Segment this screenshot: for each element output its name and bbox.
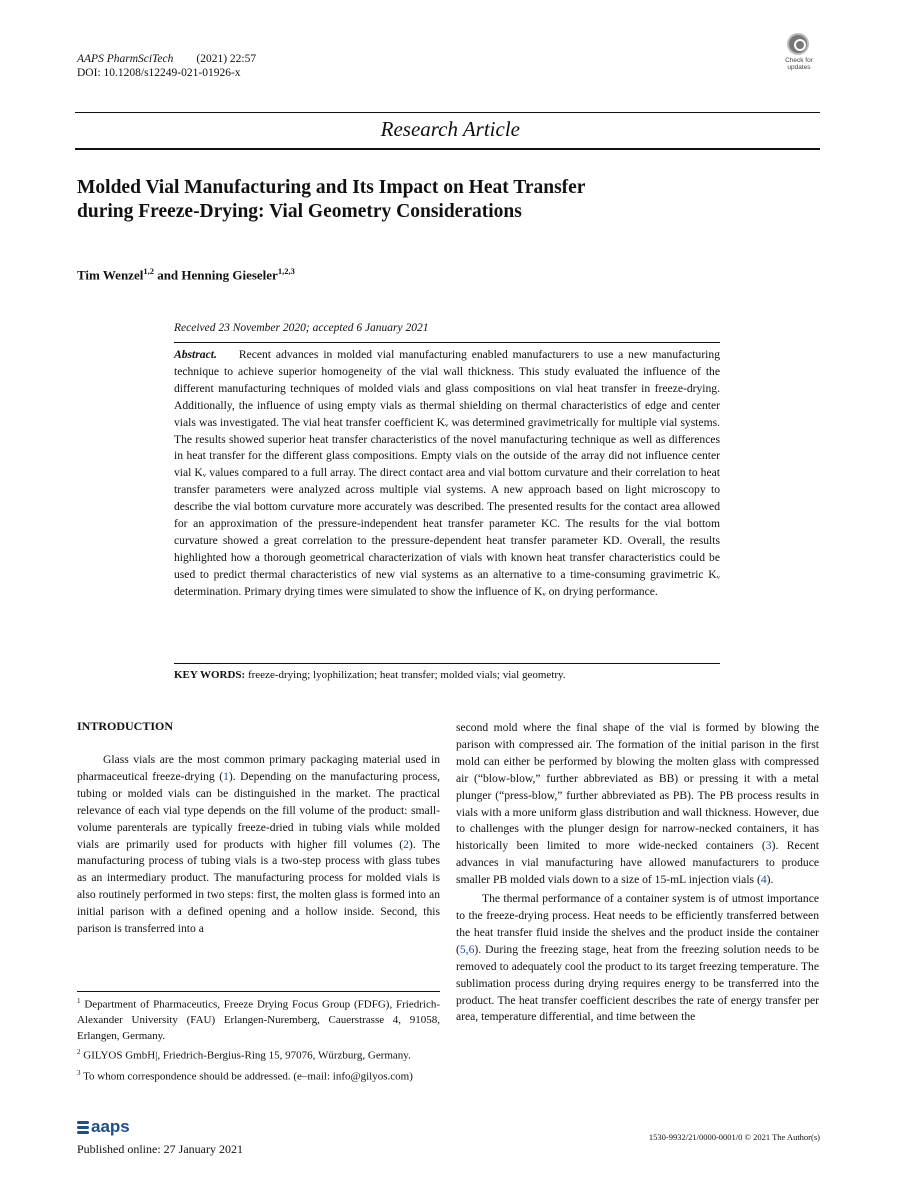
keywords (174, 669, 720, 681)
paragraph (456, 891, 819, 1026)
aaps-logo-icon (77, 1120, 89, 1134)
journal-volume: (2021) 22:57 (196, 53, 257, 65)
footnote-mark: 1 (77, 997, 81, 1005)
keywords-text: freeze-drying; lyophilization; heat transfer; molded vials; vial geometry. (245, 669, 566, 681)
keywords-label: KEY WORDS: (174, 669, 246, 681)
citation-link[interactable]: 2 (403, 837, 409, 851)
copyright: 1530-9932/21/0000-0001/0 © 2021 The Author(s) (648, 1132, 820, 1142)
abstract-text: Recent advances in molded vial manufacturing enabled manufacturers to use a new manufacturing technique to achieve superior homogeneity of the vial wall thickness. This study evaluated the influence of the different manufacturing techniques of molded vials and glass compositions on vial heat transfer in freeze-drying. Additionally, the influence of using empty vials as thermal shielding on thermal characteristics of edge and center vials was investigated. The vial heat transfer coefficient Kᵥ was determined gravimetrically for multiple vial systems. The results showed superior heat transfer characteristics of the novel manufacturing technique as well as differences in heat transfer for the different glass compositions. Empty vials on the outside of the array did not influence center vial Kᵥ values compared to a full array. The direct contact area and vial bottom curvature and their correlation to heat transfer parameters were analyzed across multiple vial systems. A new approach based on light microscopy to describe the vial bottom curvature more accurately was described. The presented results for the contact area allowed for an approximation of the pressure-independent heat transfer parameter KC. The results for the vial bottom curvature showed a great correlation to the pressure-dependent heat transfer parameter KD. Overall, the results highlighted how a thorough geometrical characterization of vials with known heat transfer characteristics could be used to predict thermal characteristics of new vial systems as an alternative to a time-consuming gravimetric Kᵥ determination. Primary drying times were simulated to show the influence of Kᵥ on drying performance. (174, 348, 720, 598)
author-affiliation: 1,2,3 (277, 266, 295, 276)
section-heading: INTRODUCTION (77, 719, 174, 733)
footnote-rule (77, 991, 440, 992)
text-run: ). The manufacturing process of tubing vials is a two-step process with glass tubes as an intermediary product. The manufacturing process for molded vials is also routinely performed in two steps: first, the molten glass is formed into an initial parison with a defined opening and a hollow inside. Second, this parison is transferred into a (77, 837, 440, 936)
footnote-text: Department of Pharmaceutics, Freeze Drying Focus Group (FDFG), Friedrich-Alexander University (FAU) Erlangen-Nuremberg, Cauerstrasse 4, 91058, Erlangen, Germany. (77, 998, 441, 1042)
citation-link[interactable]: 4 (760, 873, 767, 887)
paragraph (77, 752, 440, 938)
abstract (174, 347, 720, 601)
footnote-text: GILYOS GmbH|, Friedrich-Bergius-Ring 15, 97076, Würzburg, Germany. (83, 1050, 411, 1063)
text-run: ). (766, 873, 774, 887)
footnote (77, 1066, 440, 1085)
author-name: Tim Wenzel (77, 267, 144, 283)
title-line-1: Molded Vial Manufacturing and Its Impact on Heat Transfer (77, 177, 586, 198)
footnote-text: To whom correspondence should be addressed. (e–mail: info@gilyos.com) (83, 1070, 413, 1083)
author-name: Henning Gieseler (181, 267, 278, 283)
footnote-mark: 3 (77, 1068, 81, 1077)
journal-header (77, 52, 256, 80)
author-separator: and (153, 267, 182, 283)
text-run: ). Depending on the manufacturing process, tubing or molded vials can be distinguished in the market. The practical relevance of each vial type depends on the fill volume of the product: small-volume parenterals are typically freeze-dried in tubing vials while molded vials are primarily used for products with higher fill volumes ( (77, 769, 440, 851)
text-run: Glass vials are the most common primary packaging material used in pharmaceutical freeze-drying ( (77, 753, 440, 783)
check-for-updates-badge[interactable] (776, 33, 822, 81)
journal-name: AAPS PharmSciTech (77, 53, 174, 65)
check-updates-label: Check for updates (785, 57, 813, 71)
text-run: The thermal performance of a container system is of utmost importance to the freeze-drying process. Heat needs to be efficiently transferred between the heat transfer fluid inside the shelves and the product inside the container ( (456, 892, 819, 956)
article-title (77, 176, 717, 224)
citation-link[interactable]: 1 (223, 769, 229, 783)
footnotes (77, 994, 440, 1086)
section-type: Research Article (380, 117, 520, 141)
left-column (77, 752, 440, 938)
author-affiliation: 1,2 (143, 266, 154, 276)
published-date: Published online: 27 January 2021 (77, 1142, 243, 1156)
title-line-2: during Freeze-Drying: Vial Geometry Considerations (77, 201, 522, 222)
footnote-mark: 2 (77, 1048, 81, 1057)
abstract-label: Abstract. (174, 348, 217, 361)
abstract-rule-top (174, 342, 720, 343)
footnote (77, 1045, 440, 1064)
aaps-logo-text: aaps (91, 1117, 130, 1136)
doi[interactable]: DOI: 10.1208/s12249-021-01926-x (77, 67, 241, 79)
footnote (77, 994, 440, 1044)
check-updates-icon (787, 33, 809, 55)
received-dates: Received 23 November 2020; accepted 6 January 2021 (174, 322, 429, 334)
text-run: ). Recent advances in vial manufacturing have allowed manufacturers to produce smaller PB molded vials down to a size of 15-mL injection vials ( (456, 839, 819, 887)
text-run: ). During the freezing stage, heat from the freezing solution needs to be removed to adequately cool the product to its target freezing temperature. The sublimation process during drying requires energy to be transferred into the product. The heat transfer coefficient describes the rate of energy transfer per area, temperature differential, and time between the (456, 942, 819, 1024)
citation-link[interactable]: 5,6 (459, 942, 475, 956)
author-list (77, 266, 295, 283)
paragraph (456, 720, 819, 889)
abstract-rule-bottom (174, 663, 720, 664)
header-rule-bottom (75, 148, 820, 150)
text-run: second mold where the final shape of the vial is formed by blowing the parison with compressed air. The formation of the initial parison in the first mold can either be performed by blowing the molten glass with compressed air (“blow-blow,” further abbreviated as BB) or pressing it with a metal plunger (“press-blow,” further abbreviated as PB). The PB process results in vials with a more uniform glass distribution and wall thickness. However, due to challenges with the plunger design for narrow-necked containers, it has historically been limited to more wide-necked containers ( (456, 721, 819, 853)
right-column (456, 720, 819, 1026)
citation-link[interactable]: 3 (765, 839, 772, 853)
aaps-logo (77, 1117, 130, 1137)
header-rule-top (75, 112, 820, 113)
